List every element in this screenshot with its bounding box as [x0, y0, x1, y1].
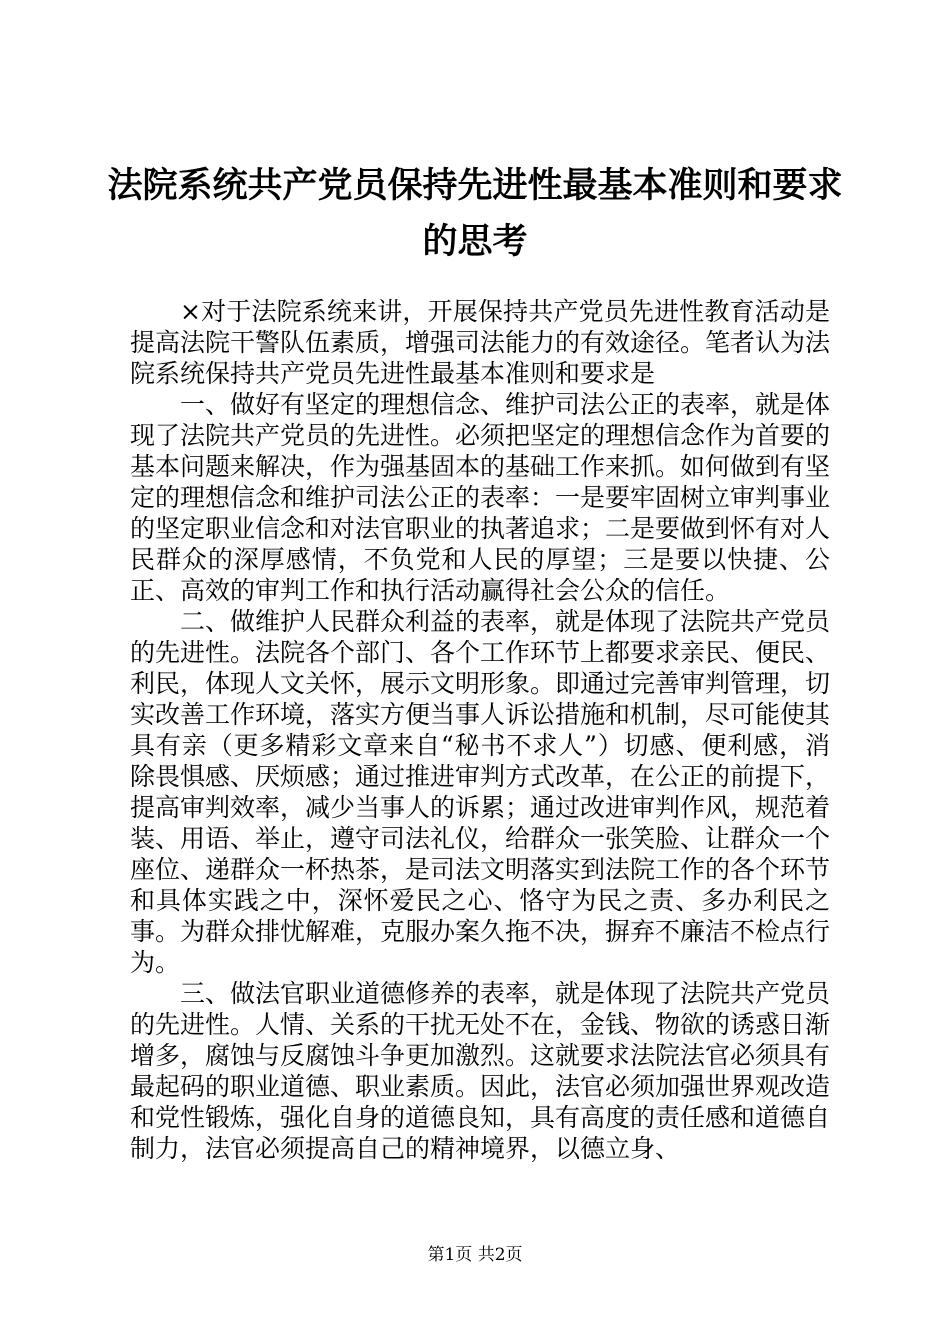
paragraph-section-3: 三、做法官职业道德修养的表率，就是体现了法院共产党员的先进性。人情、关系的干扰无处不在，金钱、物欲的诱惑日渐增多，腐蚀与反腐蚀斗争更加激烈。这就要求法院法官必须具有最起码的职业道德、职业素质。因此，法官必须加强世界观改造和党性锻炼，强化自身的道德良知，具有高度的责任感和道德自制力，法官必须提高自己的精神境界，以德立身、 — [130, 979, 831, 1163]
paragraph-section-2: 二、做维护人民群众利益的表率，就是体现了法院共产党员的先进性。法院各个部门、各个工作环节上都要求亲民、便民、利民，体现人文关怀，展示文明形象。即通过完善审判管理，切实改善工作环境，落实方便当事人诉讼措施和机制，尽可能使其具有亲（更多精彩文章来自“秘书不求人”）切感、便利感，消除畏惧感、厌烦感；通过推进审判方式改革，在公正的前提下，提高审判效率，减少当事人的诉累；通过改进审判作风，规范着装、用语、举止，遵守司法礼仪，给群众一张笑脸、让群众一个座位、递群众一杯热茶，是司法文明落实到法院工作的各个环节和具体实践之中，深怀爱民之心、恪守为民之责、多办利民之事。为群众排忧解难，克服办案久拖不决，摒弃不廉洁不检点行为。 — [130, 607, 831, 977]
paragraph-section-1: 一、做好有坚定的理想信念、维护司法公正的表率，就是体现了法院共产党员的先进性。必须把坚定的理想信念作为首要的基本问题来解决，作为强基固本的基础工作来抓。如何做到有坚定的理想信念和维护司法公正的表率：一是要牢固树立审判事业的坚定职业信念和对法官职业的执著追求；二是要做到怀有对人民群众的深厚感情，不负党和人民的厚望；三是要以快捷、公正、高效的审判工作和执行活动赢得社会公众的信任。 — [130, 390, 831, 605]
document-title: 法院系统共产党员保持先进性最基本准则和要求的思考 — [107, 165, 843, 262]
paragraph-intro: ×对于法院系统来讲，开展保持共产党员先进性教育活动是提高法院干警队伍素质，增强司法能力的有效途径。笔者认为法院系统保持共产党员先进性最基本准则和要求是 — [130, 297, 831, 388]
page-number-footer: 第1页 共2页 — [427, 1245, 523, 1265]
document-body — [130, 296, 830, 1164]
